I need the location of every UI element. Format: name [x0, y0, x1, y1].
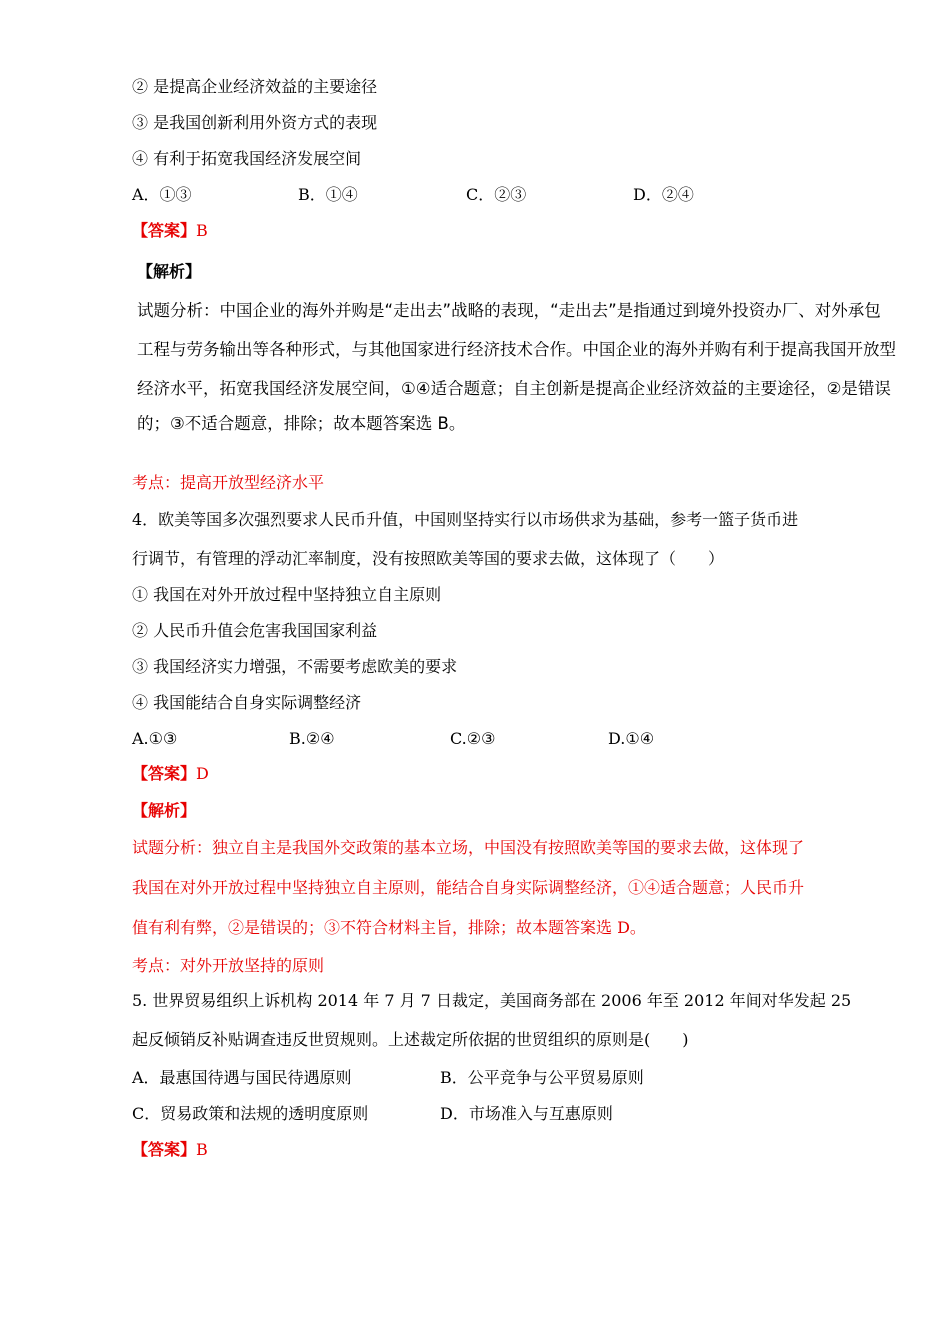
- q5-answer: [132, 1140, 208, 1160]
- q4-option-b: B.②④: [289, 729, 335, 748]
- q5-option-c: C．贸易政策和法规的透明度原则: [132, 1104, 369, 1123]
- answer-value: D: [196, 764, 209, 783]
- q3-analysis-line: 工程与劳务输出等各种形式，与其他国家进行经济技术合作。中国企业的海外并购有利于提高我国开放型: [137, 340, 896, 359]
- q4-analysis-line: 我国在对外开放过程中坚持独立自主原则，能结合自身实际调整经济，①④适合题意；人民币升: [132, 878, 805, 897]
- q4-answer: [132, 764, 209, 784]
- answer-label: 【答案】: [132, 1140, 197, 1159]
- answer-label: 【答案】: [132, 221, 197, 240]
- q3-analysis-line: 经济水平，拓宽我国经济发展空间，①④适合题意；自主创新是提高企业经济效益的主要途径，②是错误: [137, 379, 891, 398]
- q4-item-4: ④ 我国能结合自身实际调整经济: [132, 693, 362, 712]
- q5-option-d: D．市场准入与互惠原则: [440, 1104, 613, 1123]
- q3-option-b: B．①④: [298, 185, 358, 204]
- q4-kaodian: 考点：对外开放坚持的原则: [132, 956, 325, 975]
- q5-stem-line: 起反倾销反补贴调查违反世贸规则。上述裁定所依据的世贸组织的原则是( ): [132, 1030, 689, 1049]
- q3-option-c: C．②③: [466, 185, 527, 204]
- q3-kaodian: 考点：提高开放型经济水平: [132, 473, 325, 492]
- answer-label: 【答案】: [132, 764, 197, 783]
- q5-option-a: A．最惠国待遇与国民待遇原则: [132, 1068, 352, 1087]
- q4-analysis-line: 试题分析：独立自主是我国外交政策的基本立场，中国没有按照欧美等国的要求去做，这体现了: [132, 838, 805, 857]
- q4-item-3: ③ 我国经济实力增强，不需要考虑欧美的要求: [132, 657, 458, 676]
- q4-item-1: ① 我国在对外开放过程中坚持独立自主原则: [132, 585, 442, 604]
- q4-stem-line: 4．欧美等国多次强烈要求人民币升值，中国则坚持实行以市场供求为基础，参考一篮子货币进: [132, 510, 799, 529]
- q4-analysis-label: 【解析】: [132, 801, 197, 820]
- q3-answer: [132, 221, 208, 241]
- q3-analysis-line: 的；③不适合题意，排除；故本题答案选 B。: [137, 414, 466, 433]
- q4-option-c: C.②③: [450, 729, 496, 748]
- q4-option-d: D.①④: [608, 729, 655, 748]
- q5-option-b: B．公平竞争与公平贸易原则: [440, 1068, 644, 1087]
- q3-option-a: A．①③: [132, 185, 192, 204]
- answer-value: B: [196, 1140, 208, 1159]
- q3-analysis-label: 【解析】: [137, 262, 202, 281]
- answer-value: B: [196, 221, 208, 240]
- q4-stem-line: 行调节，有管理的浮动汇率制度，没有按照欧美等国的要求去做，这体现了（ ）: [132, 549, 725, 568]
- q3-option-d: D．②④: [633, 185, 694, 204]
- q3-analysis-line: 试题分析：中国企业的海外并购是“走出去”战略的表现，“走出去”是指通过到境外投资办厂、对外承包: [137, 301, 881, 320]
- q3-item-4: ④ 有利于拓宽我国经济发展空间: [132, 149, 362, 168]
- q3-item-3: ③ 是我国创新利用外资方式的表现: [132, 113, 378, 132]
- q5-stem-line: 5. 世界贸易组织上诉机构 2014 年 7 月 7 日裁定，美国商务部在 2006 年至 2012 年间对华发起 25: [132, 991, 852, 1010]
- q4-item-2: ② 人民币升值会危害我国国家利益: [132, 621, 378, 640]
- q3-item-2: ② 是提高企业经济效益的主要途径: [132, 77, 378, 96]
- q4-analysis-line: 值有利有弊，②是错误的；③不符合材料主旨，排除；故本题答案选 D。: [132, 918, 646, 937]
- q4-option-a: A.①③: [132, 729, 178, 748]
